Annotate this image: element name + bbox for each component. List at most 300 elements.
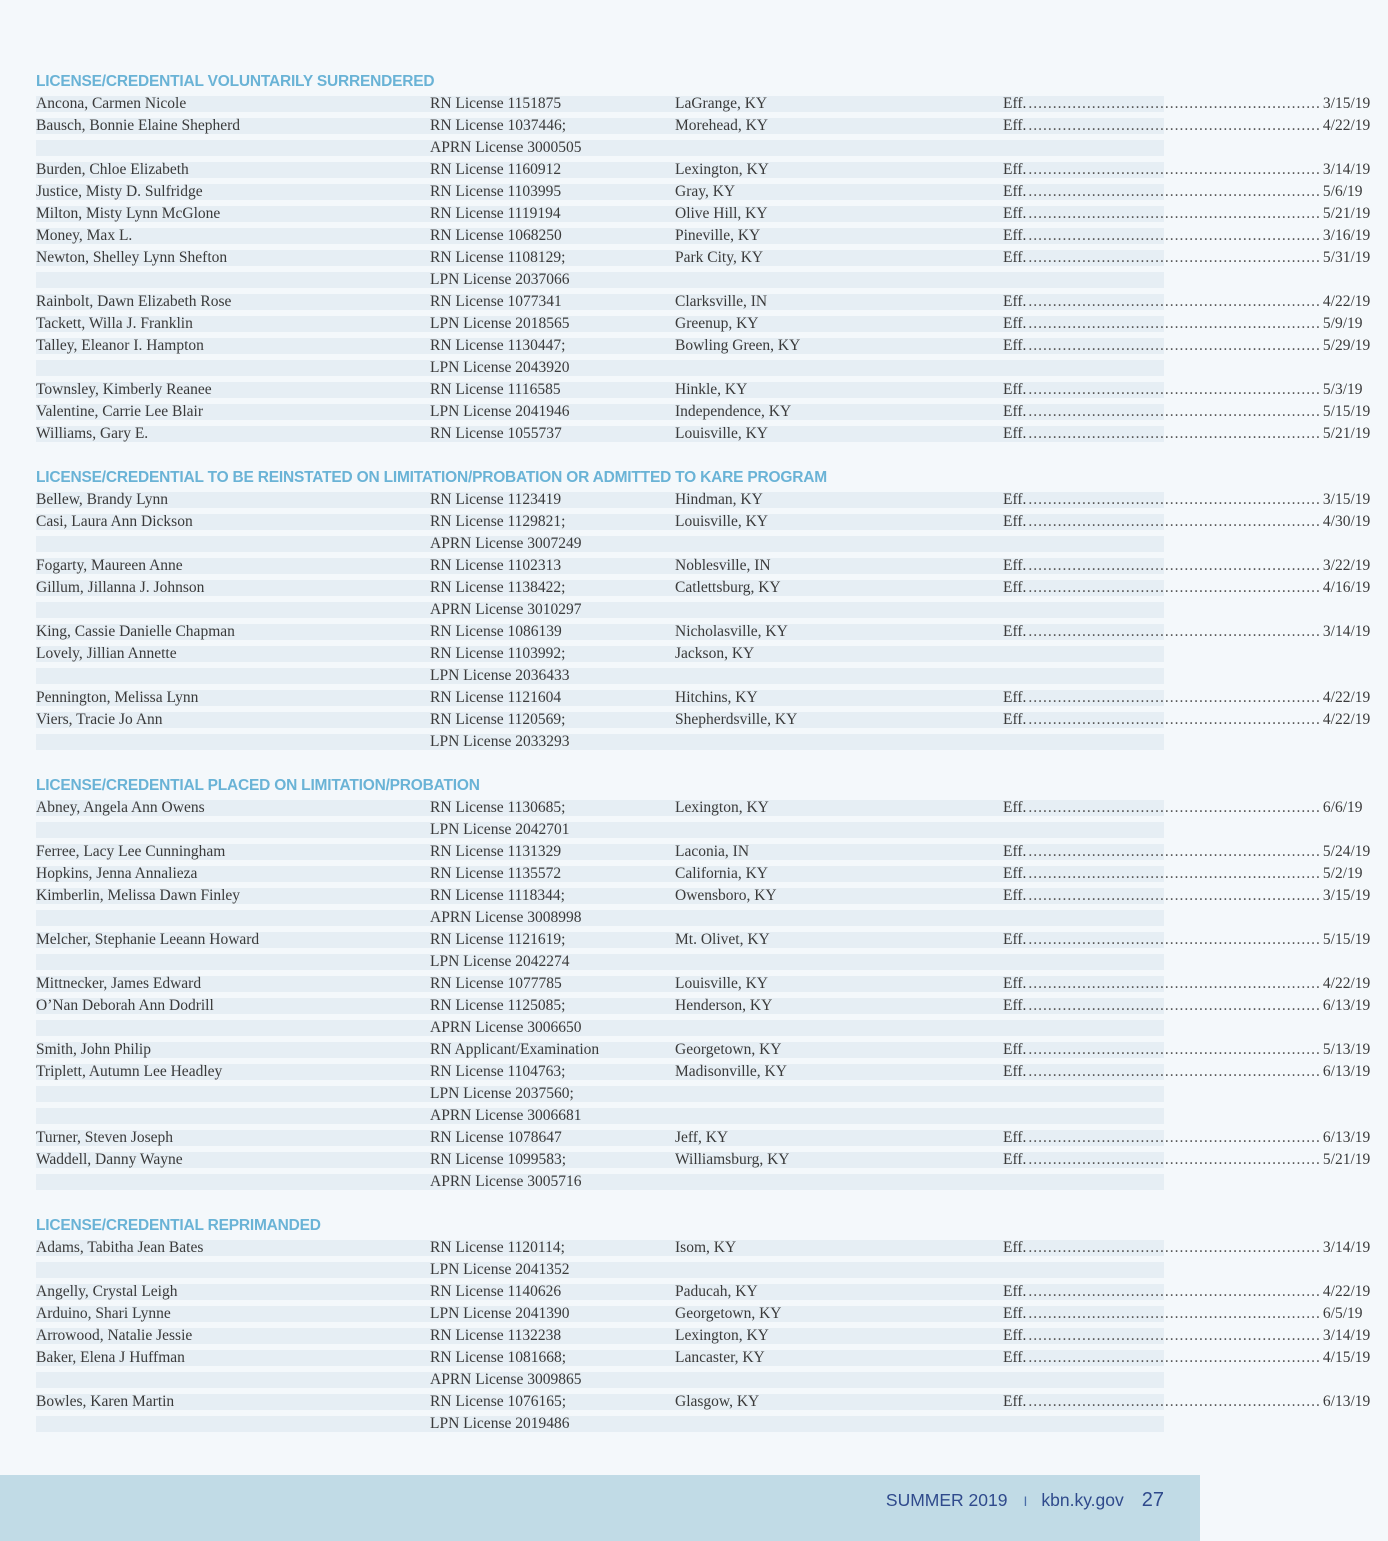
effective-label: Eff.: [1003, 381, 1027, 398]
table-row: [36, 687, 1371, 709]
licensee-name: Valentine, Carrie Lee Blair: [36, 404, 430, 420]
effective-date: 3/16/19: [1322, 227, 1371, 244]
licensee-name: Viers, Tracie Jo Ann: [36, 712, 430, 728]
effective-label: Eff.: [1003, 161, 1027, 178]
license-number: RN License 1078647: [430, 1130, 675, 1146]
table-row: [36, 643, 1164, 665]
dot-leader: ............................................................: [1028, 997, 1321, 1014]
dot-leader: ............................................................: [1028, 975, 1321, 992]
effective-date: [1300, 602, 1318, 618]
effective-date: 5/13/19: [1322, 1041, 1371, 1058]
rows-container: [36, 797, 1371, 1193]
table-row: [36, 1325, 1371, 1347]
table-row: [36, 1369, 1164, 1391]
dot-leader: ............................................................: [1028, 183, 1321, 200]
effective-date-cell: [1003, 1020, 1164, 1036]
licensee-name: King, Cassie Danielle Chapman: [36, 624, 430, 640]
effective-date: 5/15/19: [1322, 931, 1371, 948]
license-number: RN License 1123419: [430, 492, 675, 508]
effective-date: [1300, 1372, 1318, 1388]
effective-date-cell: [1003, 954, 1164, 970]
licensee-city: Pineville, KY: [675, 228, 1003, 244]
dot-leader: ............................................................: [1028, 425, 1321, 442]
licensee-city: Henderson, KY: [675, 998, 1003, 1014]
licensee-name: [36, 536, 430, 552]
table-row: [36, 159, 1371, 181]
footer-separator: I: [1023, 1493, 1028, 1509]
table-row: [36, 1149, 1371, 1171]
dot-leader: ............................................................: [1028, 227, 1321, 244]
effective-date: 4/22/19: [1322, 689, 1371, 706]
licensee-city: [675, 1262, 1003, 1278]
effective-date-cell: [1003, 910, 1164, 926]
licensee-city: Williamsburg, KY: [675, 1152, 1003, 1168]
dot-leader: ............................................................: [1028, 117, 1321, 134]
licensee-name: Smith, John Philip: [36, 1042, 430, 1058]
effective-date-cell: [1003, 1239, 1371, 1256]
licensee-city: [675, 536, 1003, 552]
license-number: RN License 1140626: [430, 1284, 675, 1300]
effective-date-cell: [1003, 403, 1371, 420]
license-number: RN License 1121619;: [430, 932, 675, 948]
licensee-city: [675, 1372, 1003, 1388]
effective-date: [1300, 646, 1318, 662]
licensee-name: [36, 360, 430, 376]
licensee-name: Turner, Steven Joseph: [36, 1130, 430, 1146]
effective-date: [1300, 1020, 1318, 1036]
licensee-name: [36, 1174, 430, 1190]
table-row: [36, 93, 1371, 115]
licensee-name: Talley, Eleanor I. Hampton: [36, 338, 430, 354]
licensee-city: Georgetown, KY: [675, 1042, 1003, 1058]
section-voluntarily-surrendered: [36, 71, 1371, 445]
effective-date: 4/15/19: [1322, 1349, 1371, 1366]
effective-date-cell: [1003, 1086, 1164, 1102]
licensee-city: [675, 272, 1003, 288]
effective-label: Eff.: [1003, 975, 1027, 992]
effective-label: Eff.: [1003, 931, 1027, 948]
license-number: APRN License 3007249: [430, 536, 675, 552]
effective-label: Eff.: [1003, 1239, 1027, 1256]
licensee-city: Lexington, KY: [675, 162, 1003, 178]
licensee-city: Laconia, IN: [675, 844, 1003, 860]
licensee-name: [36, 1262, 430, 1278]
effective-date: 4/22/19: [1322, 117, 1371, 134]
table-row: [36, 1039, 1371, 1061]
licensee-city: [675, 140, 1003, 156]
effective-label: Eff.: [1003, 1393, 1027, 1410]
effective-label: Eff.: [1003, 799, 1027, 816]
licensee-city: Louisville, KY: [675, 426, 1003, 442]
license-number: LPN License 2037560;: [430, 1086, 675, 1102]
licensee-city: [675, 910, 1003, 926]
section-reinstated-on-limitation: [36, 467, 1371, 753]
licensee-city: [675, 360, 1003, 376]
section-title: LICENSE/CREDENTIAL PLACED ON LIMITATION/PROBATION: [36, 777, 480, 794]
licensee-name: Newton, Shelley Lynn Shefton: [36, 250, 430, 266]
licensee-name: Townsley, Kimberly Reanee: [36, 382, 430, 398]
effective-date: [1300, 954, 1318, 970]
effective-date-cell: [1003, 95, 1371, 112]
licensee-city: Catlettsburg, KY: [675, 580, 1003, 596]
effective-date: [1300, 1262, 1318, 1278]
dot-leader: ............................................................: [1028, 887, 1321, 904]
licensee-name: Williams, Gary E.: [36, 426, 430, 442]
section-title: LICENSE/CREDENTIAL TO BE REINSTATED ON LIMITATION/PROBATION OR ADMITTED TO KARE PROGRAM: [36, 469, 827, 486]
rows-container: [36, 489, 1371, 753]
licensee-name: Ferree, Lacy Lee Cunningham: [36, 844, 430, 860]
disciplinary-listing: [36, 71, 1371, 1457]
dot-leader: ............................................................: [1028, 1283, 1321, 1300]
effective-date-cell: [1003, 140, 1164, 156]
license-number: LPN License 2036433: [430, 668, 675, 684]
licensee-name: Bellew, Brandy Lynn: [36, 492, 430, 508]
effective-date-cell: [1003, 1283, 1371, 1300]
effective-date: 4/16/19: [1322, 579, 1371, 596]
license-number: LPN License 2037066: [430, 272, 675, 288]
effective-date: 4/22/19: [1322, 711, 1371, 728]
table-row: [36, 335, 1371, 357]
dot-leader: ............................................................: [1028, 1041, 1321, 1058]
licensee-city: Glasgow, KY: [675, 1394, 1003, 1410]
license-number: RN License 1119194: [430, 206, 675, 222]
effective-label: Eff.: [1003, 513, 1027, 530]
licensee-name: Hopkins, Jenna Annalieza: [36, 866, 430, 882]
effective-label: Eff.: [1003, 205, 1027, 222]
licensee-name: Baker, Elena J Huffman: [36, 1350, 430, 1366]
table-row: [36, 907, 1164, 929]
effective-date-cell: [1003, 513, 1371, 530]
effective-date-cell: [1003, 293, 1371, 310]
license-number: LPN License 2018565: [430, 316, 675, 332]
licensee-city: Lexington, KY: [675, 800, 1003, 816]
table-row: [36, 995, 1371, 1017]
table-row: [36, 709, 1371, 731]
table-row: [36, 951, 1164, 973]
effective-date-cell: [1003, 822, 1164, 838]
licensee-city: Olive Hill, KY: [675, 206, 1003, 222]
dot-leader: ............................................................: [1028, 95, 1321, 112]
licensee-city: Gray, KY: [675, 184, 1003, 200]
effective-date-cell: [1003, 734, 1164, 750]
dot-leader: ............................................................: [1028, 315, 1321, 332]
effective-date-cell: [1003, 711, 1371, 728]
licensee-city: [675, 1086, 1003, 1102]
effective-date: 6/13/19: [1322, 1393, 1371, 1410]
licensee-name: Bowles, Karen Martin: [36, 1394, 430, 1410]
license-number: LPN License 2041390: [430, 1306, 675, 1322]
effective-label: Eff.: [1003, 1305, 1027, 1322]
effective-date-cell: [1003, 799, 1363, 816]
table-row: [36, 247, 1371, 269]
dot-leader: ............................................................: [1028, 1393, 1321, 1410]
effective-date-cell: [1003, 205, 1371, 222]
licensee-name: Lovely, Jillian Annette: [36, 646, 430, 662]
dot-leader: ............................................................: [1028, 623, 1321, 640]
license-number: APRN License 3008998: [430, 910, 675, 926]
table-row: [36, 1061, 1371, 1083]
license-number: RN License 1076165;: [430, 1394, 675, 1410]
licensee-name: Abney, Angela Ann Owens: [36, 800, 430, 816]
effective-label: Eff.: [1003, 227, 1027, 244]
effective-date: 6/13/19: [1322, 1063, 1371, 1080]
effective-date-cell: [1003, 579, 1371, 596]
licensee-name: [36, 1108, 430, 1124]
effective-label: Eff.: [1003, 403, 1027, 420]
licensee-name: [36, 1372, 430, 1388]
licensee-name: Waddell, Danny Wayne: [36, 1152, 430, 1168]
dot-leader: ............................................................: [1028, 205, 1321, 222]
dot-leader: ............................................................: [1028, 249, 1321, 266]
effective-date: 3/15/19: [1322, 95, 1371, 112]
licensee-city: Park City, KY: [675, 250, 1003, 266]
licensee-name: Pennington, Melissa Lynn: [36, 690, 430, 706]
table-row: [36, 533, 1164, 555]
effective-date-cell: [1003, 646, 1164, 662]
licensee-name: Fogarty, Maureen Anne: [36, 558, 430, 574]
section-placed-on-limitation: [36, 775, 1371, 1193]
rows-container: [36, 1237, 1371, 1435]
dot-leader: ............................................................: [1028, 1151, 1321, 1168]
table-row: [36, 1259, 1164, 1281]
license-number: APRN License 3009865: [430, 1372, 675, 1388]
table-row: [36, 225, 1371, 247]
table-row: [36, 489, 1371, 511]
licensee-name: [36, 822, 430, 838]
effective-date-cell: [1003, 360, 1164, 376]
licensee-city: Lancaster, KY: [675, 1350, 1003, 1366]
licensee-city: Independence, KY: [675, 404, 1003, 420]
license-number: RN License 1132238: [430, 1328, 675, 1344]
table-row: [36, 137, 1164, 159]
effective-label: Eff.: [1003, 183, 1027, 200]
licensee-city: [675, 1416, 1003, 1432]
effective-date: 4/22/19: [1322, 293, 1371, 310]
license-number: RN License 1120114;: [430, 1240, 675, 1256]
effective-date: 3/14/19: [1322, 1239, 1371, 1256]
table-row: [36, 819, 1164, 841]
effective-date: 6/13/19: [1322, 997, 1371, 1014]
effective-label: Eff.: [1003, 337, 1027, 354]
table-row: [36, 401, 1371, 423]
effective-date: 4/30/19: [1322, 513, 1371, 530]
effective-date-cell: [1003, 1349, 1371, 1366]
table-row: [36, 1303, 1363, 1325]
effective-date-cell: [1003, 887, 1371, 904]
effective-date-cell: [1003, 381, 1363, 398]
license-number: RN License 1129821;: [430, 514, 675, 530]
licensee-name: Kimberlin, Melissa Dawn Finley: [36, 888, 430, 904]
licensee-city: [675, 1108, 1003, 1124]
licensee-name: Mittnecker, James Edward: [36, 976, 430, 992]
effective-label: Eff.: [1003, 315, 1027, 332]
licensee-city: Greenup, KY: [675, 316, 1003, 332]
effective-date: 5/31/19: [1322, 249, 1371, 266]
licensee-city: Jackson, KY: [675, 646, 1003, 662]
effective-date: 3/15/19: [1322, 887, 1371, 904]
table-row: [36, 1171, 1164, 1193]
dot-leader: ............................................................: [1028, 161, 1321, 178]
license-number: RN License 1118344;: [430, 888, 675, 904]
licensee-city: Hinkle, KY: [675, 382, 1003, 398]
section-title: LICENSE/CREDENTIAL VOLUNTARILY SURRENDERED: [36, 73, 435, 90]
licensee-city: Owensboro, KY: [675, 888, 1003, 904]
license-number: RN License 1068250: [430, 228, 675, 244]
licensee-city: Louisville, KY: [675, 976, 1003, 992]
licensee-city: Mt. Olivet, KY: [675, 932, 1003, 948]
dot-leader: ............................................................: [1028, 799, 1321, 816]
effective-date-cell: [1003, 1063, 1371, 1080]
dot-leader: ............................................................: [1028, 579, 1321, 596]
effective-date-cell: [1003, 249, 1371, 266]
dot-leader: ............................................................: [1028, 1327, 1321, 1344]
license-number: LPN License 2033293: [430, 734, 675, 750]
dot-leader: ............................................................: [1028, 491, 1321, 508]
effective-date: 4/22/19: [1322, 975, 1371, 992]
licensee-city: [675, 954, 1003, 970]
effective-date: [1300, 668, 1318, 684]
license-number: RN License 1055737: [430, 426, 675, 442]
effective-label: Eff.: [1003, 1151, 1027, 1168]
licensee-city: [675, 602, 1003, 618]
table-row: [36, 797, 1363, 819]
table-row: [36, 511, 1371, 533]
licensee-name: [36, 910, 430, 926]
table-row: [36, 313, 1363, 335]
dot-leader: ............................................................: [1028, 1239, 1321, 1256]
effective-date-cell: [1003, 975, 1371, 992]
table-row: [36, 885, 1371, 907]
table-row: [36, 269, 1164, 291]
licensee-name: Money, Max L.: [36, 228, 430, 244]
licensee-city: Shepherdsville, KY: [675, 712, 1003, 728]
dot-leader: ............................................................: [1028, 293, 1321, 310]
effective-label: Eff.: [1003, 491, 1027, 508]
license-number: RN License 1125085;: [430, 998, 675, 1014]
licensee-name: [36, 602, 430, 618]
table-row: [36, 621, 1371, 643]
effective-date-cell: [1003, 1416, 1164, 1432]
effective-date-cell: [1003, 623, 1371, 640]
licensee-name: [36, 1416, 430, 1432]
effective-label: Eff.: [1003, 689, 1027, 706]
section-reprimanded: [36, 1215, 1371, 1435]
licensee-city: Bowling Green, KY: [675, 338, 1003, 354]
effective-date: 3/14/19: [1322, 161, 1371, 178]
table-row: [36, 1347, 1371, 1369]
dot-leader: ............................................................: [1028, 689, 1321, 706]
effective-date: 6/6/19: [1322, 799, 1363, 816]
license-number: LPN License 2042701: [430, 822, 675, 838]
table-row: [36, 599, 1164, 621]
license-number: RN License 1108129;: [430, 250, 675, 266]
license-number: RN Applicant/Examination: [430, 1042, 675, 1058]
effective-label: Eff.: [1003, 425, 1027, 442]
effective-date: 5/29/19: [1322, 337, 1371, 354]
effective-date-cell: [1003, 536, 1164, 552]
licensee-name: Arrowood, Natalie Jessie: [36, 1328, 430, 1344]
license-number: LPN License 2041352: [430, 1262, 675, 1278]
licensee-city: Louisville, KY: [675, 514, 1003, 530]
effective-label: Eff.: [1003, 579, 1027, 596]
effective-date: [1300, 734, 1318, 750]
licensee-city: LaGrange, KY: [675, 96, 1003, 112]
effective-date-cell: [1003, 1151, 1371, 1168]
licensee-name: [36, 272, 430, 288]
license-number: APRN License 3006650: [430, 1020, 675, 1036]
licensee-city: Morehead, KY: [675, 118, 1003, 134]
dot-leader: ............................................................: [1028, 403, 1321, 420]
effective-date-cell: [1003, 161, 1371, 178]
effective-date: 5/6/19: [1322, 183, 1363, 200]
licensee-name: Gillum, Jillanna J. Johnson: [36, 580, 430, 596]
licensee-city: [675, 668, 1003, 684]
licensee-city: California, KY: [675, 866, 1003, 882]
effective-date: 5/24/19: [1322, 843, 1371, 860]
dot-leader: ............................................................: [1028, 1129, 1321, 1146]
effective-date: [1300, 910, 1318, 926]
licensee-name: Tackett, Willa J. Franklin: [36, 316, 430, 332]
license-number: RN License 1077341: [430, 294, 675, 310]
effective-date-cell: [1003, 689, 1371, 706]
license-number: RN License 1099583;: [430, 1152, 675, 1168]
table-row: [36, 181, 1363, 203]
rows-container: [36, 93, 1371, 445]
effective-date-cell: [1003, 997, 1371, 1014]
dot-leader: ............................................................: [1028, 1349, 1321, 1366]
effective-date-cell: [1003, 117, 1371, 134]
effective-date: 3/14/19: [1322, 1327, 1371, 1344]
license-number: RN License 1086139: [430, 624, 675, 640]
effective-date: [1300, 1174, 1318, 1190]
table-row: [36, 1105, 1164, 1127]
table-row: [36, 841, 1371, 863]
effective-label: Eff.: [1003, 1063, 1027, 1080]
effective-date: [1300, 1086, 1318, 1102]
table-row: [36, 203, 1371, 225]
effective-label: Eff.: [1003, 623, 1027, 640]
table-row: [36, 577, 1371, 599]
effective-date: 5/2/19: [1322, 865, 1363, 882]
licensee-name: Rainbolt, Dawn Elizabeth Rose: [36, 294, 430, 310]
dot-leader: ............................................................: [1028, 711, 1321, 728]
effective-label: Eff.: [1003, 887, 1027, 904]
effective-date-cell: [1003, 843, 1371, 860]
effective-date-cell: [1003, 1174, 1164, 1190]
effective-label: Eff.: [1003, 95, 1027, 112]
effective-date-cell: [1003, 315, 1363, 332]
licensee-name: Angelly, Crystal Leigh: [36, 1284, 430, 1300]
effective-label: Eff.: [1003, 1041, 1027, 1058]
licensee-name: Justice, Misty D. Sulfridge: [36, 184, 430, 200]
licensee-city: Lexington, KY: [675, 1328, 1003, 1344]
licensee-name: [36, 140, 430, 156]
footer-website-link[interactable]: kbn.ky.gov: [1041, 1490, 1124, 1510]
effective-date-cell: [1003, 602, 1164, 618]
license-number: APRN License 3005716: [430, 1174, 675, 1190]
licensee-name: [36, 954, 430, 970]
license-number: RN License 1160912: [430, 162, 675, 178]
licensee-name: Arduino, Shari Lynne: [36, 1306, 430, 1322]
effective-date: [1300, 1416, 1318, 1432]
dot-leader: ............................................................: [1028, 557, 1321, 574]
dot-leader: ............................................................: [1028, 337, 1321, 354]
licensee-city: Nicholasville, KY: [675, 624, 1003, 640]
licensee-name: Adams, Tabitha Jean Bates: [36, 1240, 430, 1256]
effective-date-cell: [1003, 931, 1371, 948]
dot-leader: ............................................................: [1028, 931, 1321, 948]
effective-label: Eff.: [1003, 1349, 1027, 1366]
